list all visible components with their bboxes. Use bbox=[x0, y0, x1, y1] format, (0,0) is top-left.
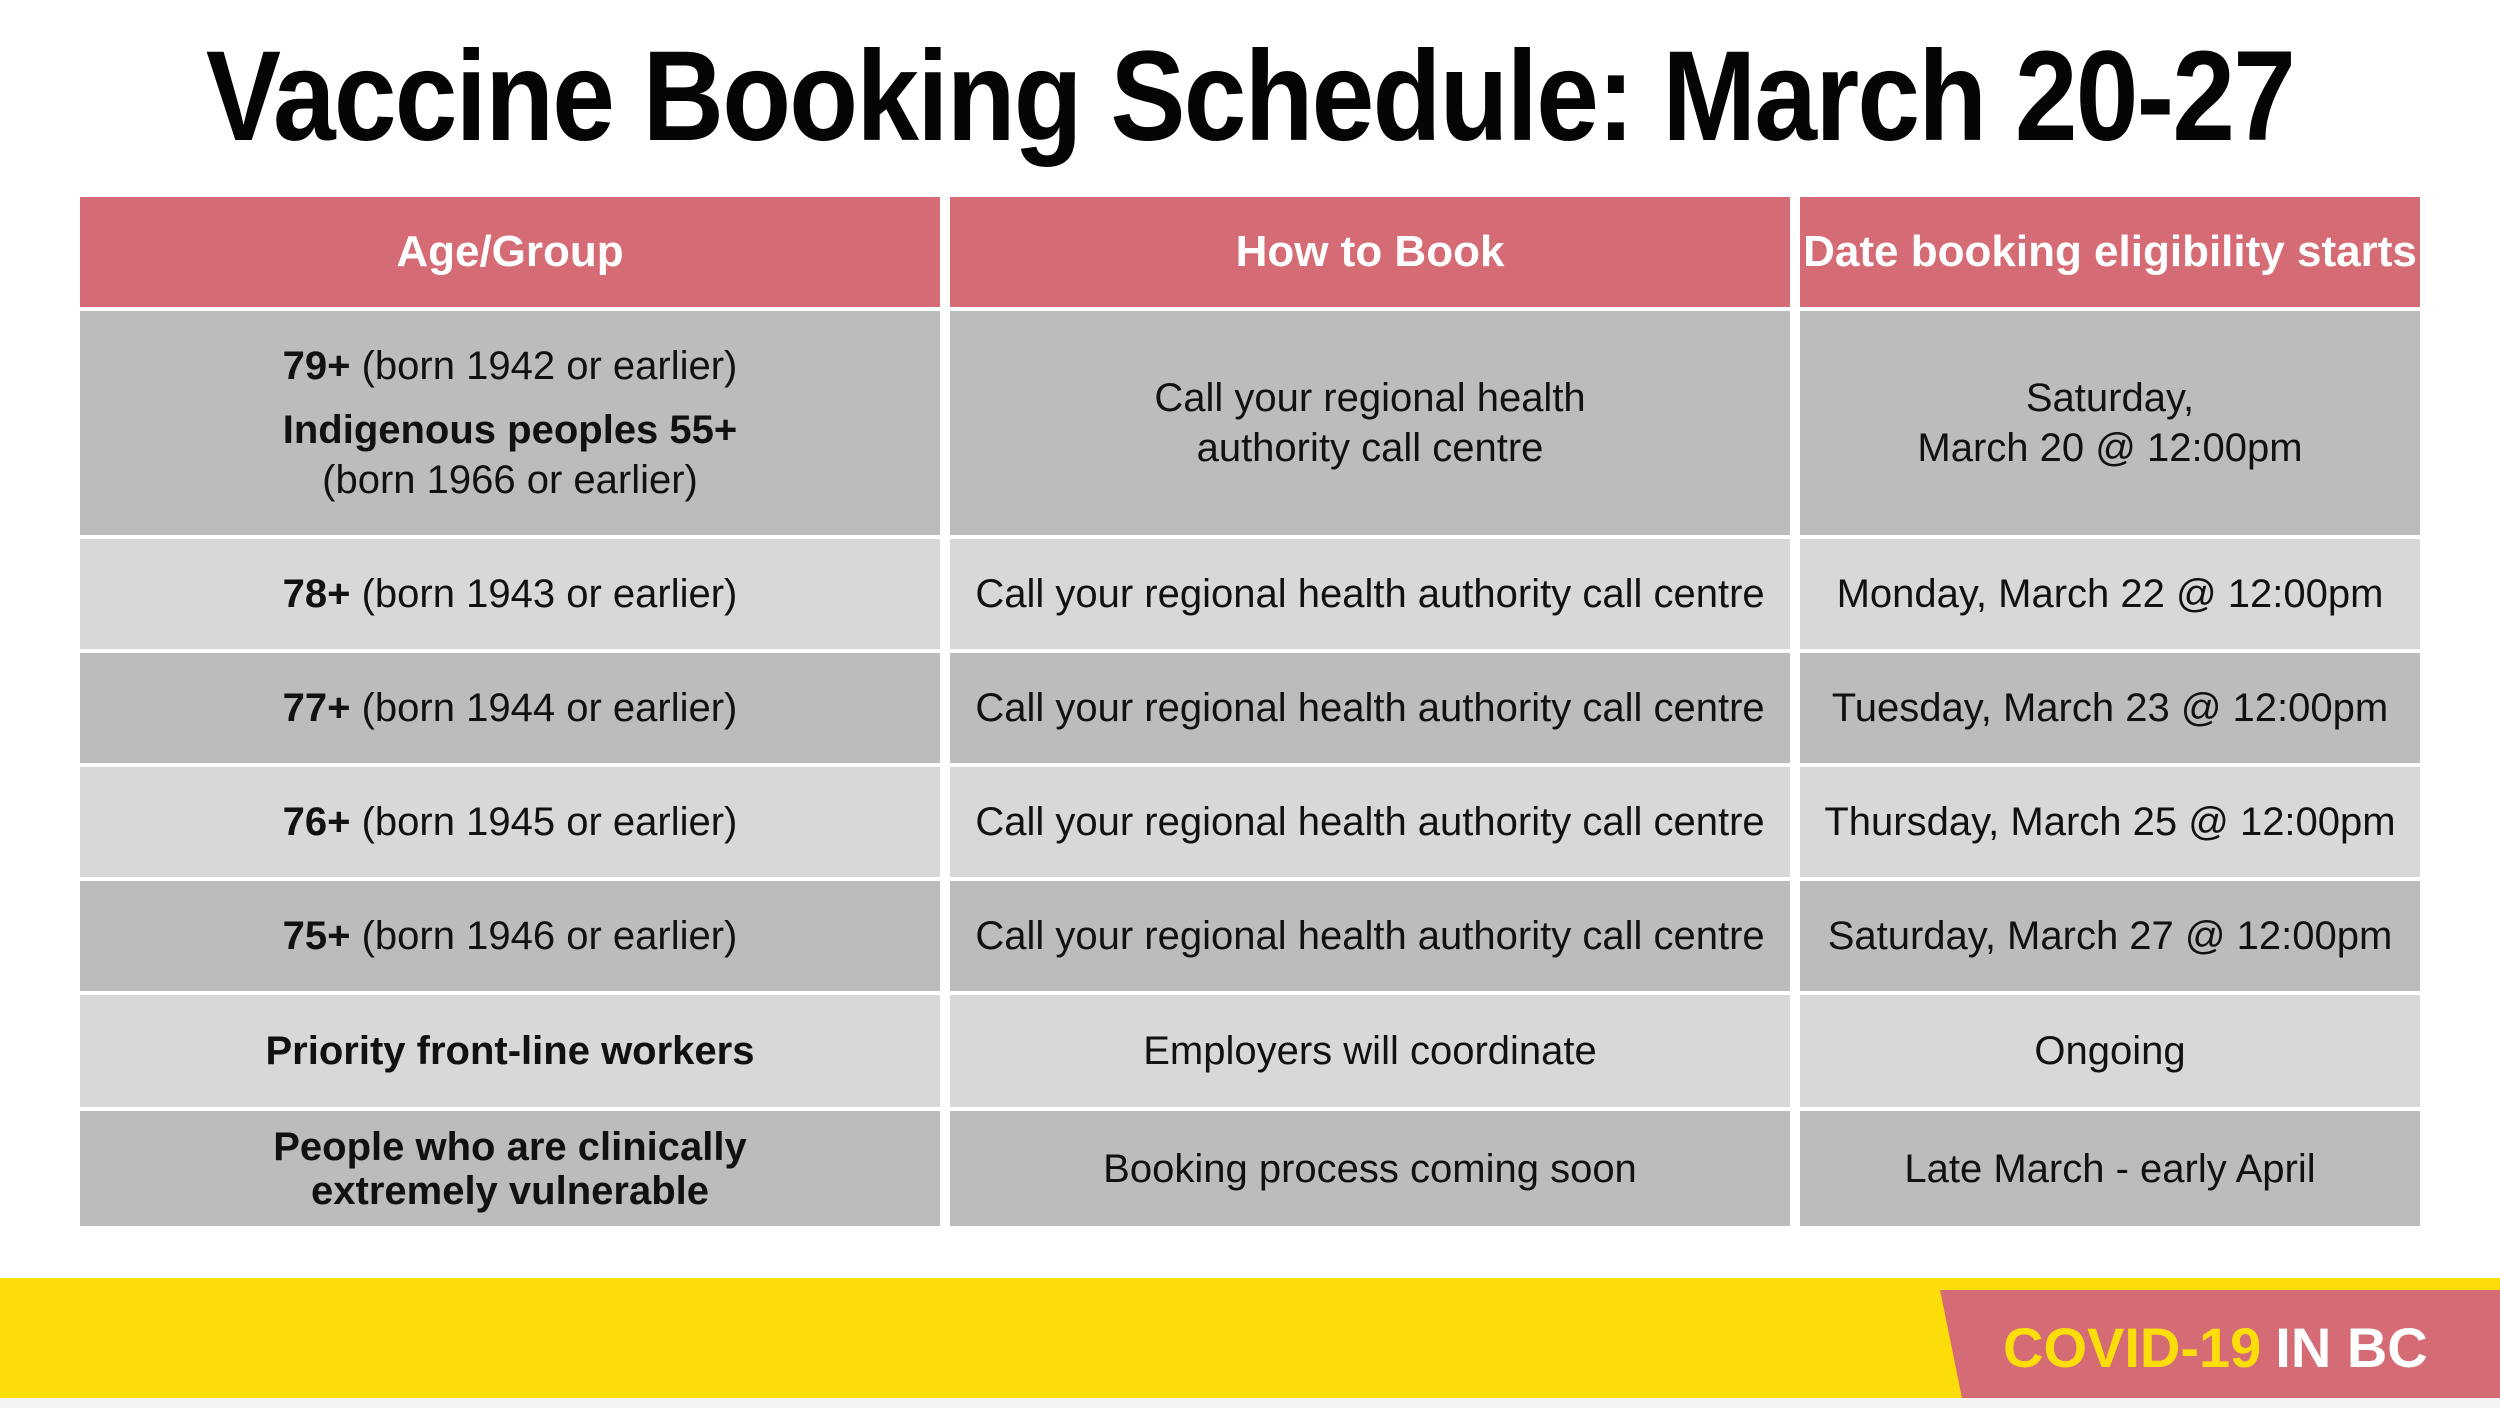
page-title: Vaccine Booking Schedule: March 20-27 bbox=[205, 25, 2295, 168]
row-79-how-cell bbox=[950, 311, 1790, 535]
row-frontline-group-cell: Priority front-line workers bbox=[80, 995, 940, 1107]
row-frontline-date-cell: Ongoing bbox=[1800, 995, 2420, 1107]
age-born: (born 1942 or earlier) bbox=[361, 344, 738, 388]
row-76-age-cell bbox=[80, 767, 940, 877]
logo-region-text: IN BC bbox=[2275, 1316, 2428, 1379]
header-eligibility-date: Date booking eligibility starts bbox=[1800, 197, 2420, 307]
group-line-2: extremely vulnerable bbox=[311, 1168, 709, 1213]
row-cev-date-cell: Late March - early April bbox=[1800, 1111, 2420, 1226]
how-line-1: Call your regional health bbox=[1154, 376, 1586, 420]
booking-schedule-table bbox=[80, 197, 2420, 1226]
how-line-2: authority call centre bbox=[1196, 426, 1544, 470]
age-line bbox=[283, 683, 738, 733]
age-born: (born 1945 or earlier) bbox=[361, 800, 738, 844]
row-77-how-cell: Call your regional health authority call centre bbox=[950, 653, 1790, 763]
age-value: 76+ bbox=[282, 800, 351, 844]
age-value: 77+ bbox=[282, 686, 351, 730]
age-value: 78+ bbox=[282, 572, 351, 616]
footer-strip bbox=[0, 1398, 2500, 1408]
logo-covid-text: COVID-19 bbox=[2003, 1316, 2262, 1379]
date-line-1: Saturday, bbox=[2025, 376, 2195, 420]
row-75-date-cell: Saturday, March 27 @ 12:00pm bbox=[1800, 881, 2420, 991]
age-line bbox=[283, 569, 738, 619]
age-line bbox=[283, 341, 738, 391]
row-78-age-cell bbox=[80, 539, 940, 649]
age-value: 79+ bbox=[282, 344, 351, 388]
group-line-1: People who are clinically bbox=[273, 1124, 747, 1169]
covid-in-bc-logo bbox=[2003, 1308, 2428, 1388]
header-how-to-book: How to Book bbox=[950, 197, 1790, 307]
row-78-how-cell: Call your regional health authority call centre bbox=[950, 539, 1790, 649]
age-born: (born 1944 or earlier) bbox=[361, 686, 738, 730]
row-77-age-cell bbox=[80, 653, 940, 763]
row-75-age-cell bbox=[80, 881, 940, 991]
row-79-date-cell bbox=[1800, 311, 2420, 535]
indigenous-born: (born 1966 or earlier) bbox=[322, 458, 698, 502]
age-born: (born 1943 or earlier) bbox=[361, 572, 738, 616]
row-75-how-cell: Call your regional health authority call centre bbox=[950, 881, 1790, 991]
age-line bbox=[283, 797, 738, 847]
row-frontline-how-cell: Employers will coordinate bbox=[950, 995, 1790, 1107]
row-77-date-cell: Tuesday, March 23 @ 12:00pm bbox=[1800, 653, 2420, 763]
age-value: 75+ bbox=[282, 914, 351, 958]
row-76-how-cell: Call your regional health authority call centre bbox=[950, 767, 1790, 877]
indigenous-line: Indigenous peoples 55+ bbox=[282, 408, 738, 452]
row-cev-group-cell bbox=[80, 1111, 940, 1226]
row-76-date-cell: Thursday, March 25 @ 12:00pm bbox=[1800, 767, 2420, 877]
row-79-age-cell bbox=[80, 311, 940, 535]
age-line bbox=[283, 911, 738, 961]
date-line-2: March 20 @ 12:00pm bbox=[1917, 426, 2303, 470]
header-age-group: Age/Group bbox=[80, 197, 940, 307]
row-cev-how-cell: Booking process coming soon bbox=[950, 1111, 1790, 1226]
age-born: (born 1946 or earlier) bbox=[361, 914, 738, 958]
row-78-date-cell: Monday, March 22 @ 12:00pm bbox=[1800, 539, 2420, 649]
